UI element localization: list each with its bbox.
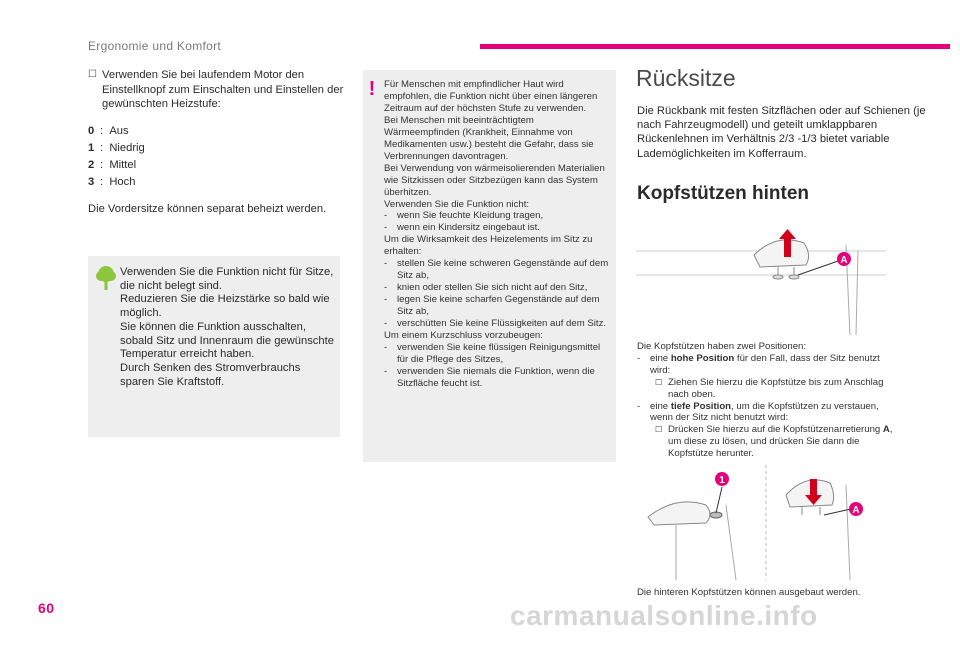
list-item: - verwenden Sie niemals die Funktion, wenn die Sitzfläche feucht ist.	[384, 365, 595, 389]
warning-paragraph: Verwenden Sie die Funktion nicht:	[384, 198, 530, 210]
removable-caption: Die hinteren Kopfstützen können ausgebaut werden.	[637, 587, 861, 598]
list-item: - legen Sie keine scharfen Gegenstände auf dem Sitz ab,	[384, 294, 600, 318]
list-item: - verschütten Sie keine Flüssigkeiten auf dem Sitz.	[384, 318, 607, 330]
positions-intro: Die Kopfstützen haben zwei Positionen:	[637, 341, 807, 352]
positions-description	[637, 341, 897, 460]
headrest-low-position-illustration	[636, 465, 886, 580]
position-low-step: ☐ Drücken Sie hierzu auf die Kopfstützenarretierung A, um diese zu lösen, und drücken Sie dann die Kopfstütze herunter.	[655, 424, 893, 460]
tip-line: Durch Senken des Stromverbrauchs sparen Sie Kraftstoff.	[120, 361, 301, 388]
list-item: - wenn Sie feuchte Kleidung tragen,	[384, 210, 544, 222]
level-key: 0	[88, 124, 95, 137]
tip-line: Sie können die Funktion ausschalten, sobald Sitz und Innenraum die gewünschte Temperatur erreicht haben.	[120, 320, 334, 361]
list-item: - knien oder stellen Sie sich nicht auf den Sitz,	[384, 282, 588, 294]
level-key: 3	[88, 175, 95, 188]
level-label: Aus	[109, 124, 129, 137]
separate-note: Die Vordersitze können separat beheizt werden.	[88, 202, 327, 215]
position-low: - eine tiefe Position, um die Kopfstützen zu verstauen, wenn der Sitz nicht benutzt wird:	[637, 400, 879, 424]
list-item: - wenn ein Kindersitz eingebaut ist.	[384, 222, 540, 234]
list-item: - verwenden Sie keine flüssigen Reinigungsmittel für die Pflege des Sitzes,	[384, 341, 601, 365]
eco-tree-icon	[96, 265, 116, 296]
eco-tip-text	[120, 266, 336, 389]
label-a: A	[840, 255, 848, 266]
warning-text	[384, 79, 610, 390]
rear-seats-description: Die Rückbank mit festen Sitzflächen oder auf Schienen (je nach Fahrzeugmodell) und geteilt umklappbaren Rückenlehnen im Verhältnis 2/3 -1/3 bietet variable Lademöglichkeiten im Kofferraum.	[637, 105, 926, 160]
warning-exclamation-icon: !	[368, 78, 376, 100]
level-label: Niedrig	[109, 141, 145, 154]
level-label: Hoch	[109, 175, 136, 188]
tip-line: Verwenden Sie die Funktion nicht für Sitze, die nicht belegt sind.	[120, 266, 334, 292]
level-item: 0 : Aus	[88, 124, 353, 141]
intro-text: Verwenden Sie bei laufendem Motor den Einstellknopf zum Einschalten und Einstellen der gewünschten Heizstufe:	[102, 69, 344, 110]
level-key: 1	[88, 141, 95, 154]
instruction-flag-icon: ☐	[88, 69, 97, 80]
heat-levels	[88, 124, 353, 192]
position-high-step: ☐ Ziehen Sie hierzu die Kopfstütze bis zum Anschlag nach oben.	[655, 376, 884, 400]
warning-paragraph: Für Menschen mit empfindlicher Haut wird empfohlen, die Funktion nicht über einen längeren Zeitraum auf der höchsten Stufe zu verwenden.	[384, 79, 598, 114]
tip-line: Reduzieren Sie die Heizstärke so bald wie möglich.	[120, 293, 330, 320]
warning-paragraph: Um die Wirksamkeit des Heizelements im Sitz zu erhalten:	[384, 234, 593, 258]
section-title: Ergonomie und Komfort	[88, 39, 222, 53]
level-item: 3 : Hoch	[88, 175, 353, 192]
level-item: 1 : Niedrig	[88, 141, 353, 158]
left-column	[88, 68, 353, 216]
warning-paragraph: Bei Verwendung von wärmeisolierenden Materialien wie Sitzkissen oder Sitzbezügen kann das System überhitzen.	[384, 162, 605, 198]
level-key: 2	[88, 158, 95, 171]
rear-seats-title: Rücksitze	[636, 65, 736, 91]
warning-paragraph: Um einem Kurzschluss vorzubeugen:	[384, 330, 543, 342]
position-high: - eine hohe Position für den Fall, dass der Sitz benutzt wird:	[637, 352, 880, 376]
watermark: carmanualsonline.info	[510, 600, 818, 631]
label-1: 1	[719, 475, 725, 486]
level-item: 2 : Mittel	[88, 158, 353, 175]
headrest-high-position-illustration	[636, 215, 886, 335]
headrests-title: Kopfstützen hinten	[637, 183, 810, 204]
warning-paragraph: Bei Menschen mit beeinträchtigtem Wärmeempfinden (Krankheit, Einnahme von Medikamenten usw.) besteht die Gefahr, dass sie Verbrennungen davontragen.	[384, 114, 594, 162]
list-item: - stellen Sie keine schweren Gegenstände auf dem Sitz ab,	[384, 258, 609, 282]
level-label: Mittel	[109, 158, 137, 171]
page-number: 60	[38, 600, 55, 616]
label-a-2: A	[852, 505, 860, 516]
section-accent-bar	[480, 44, 950, 49]
intro-line	[88, 68, 353, 112]
